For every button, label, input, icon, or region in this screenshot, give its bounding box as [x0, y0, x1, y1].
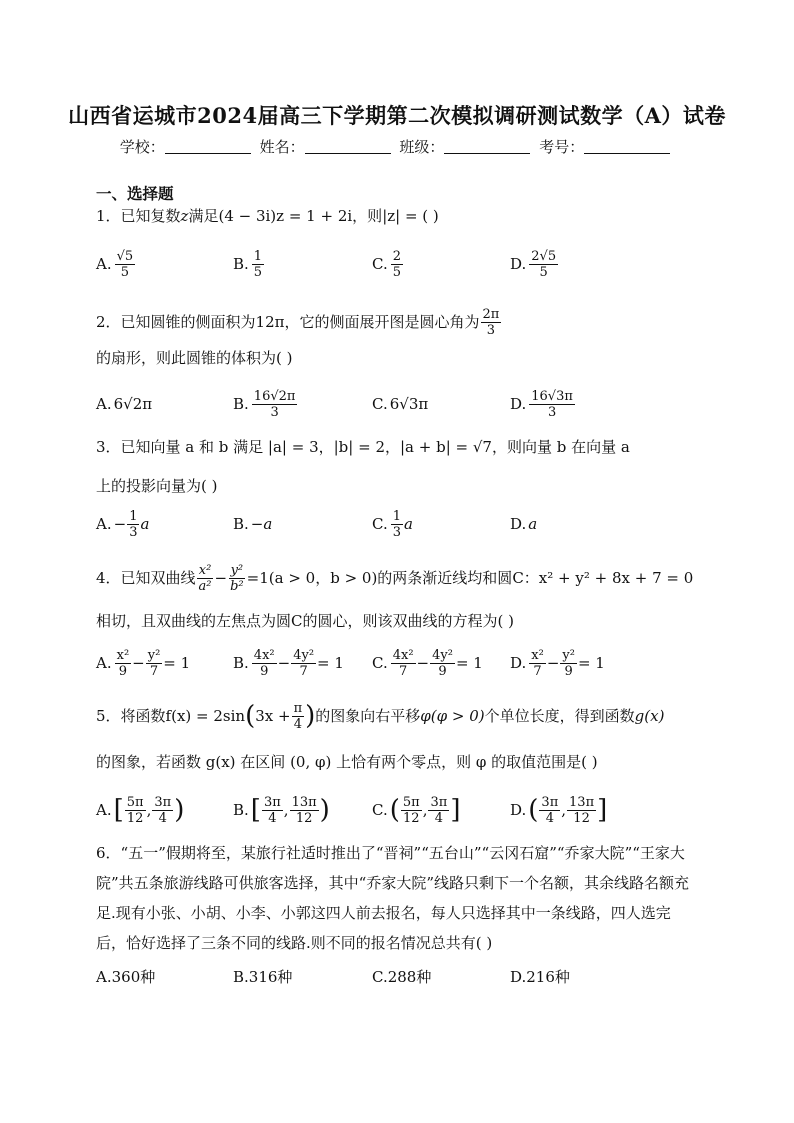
section-heading: 一、选择题 — [96, 184, 174, 203]
fraction — [252, 249, 264, 280]
option-label: D. — [510, 255, 527, 273]
q2-area: 12π — [255, 313, 285, 331]
bracket-right: ] — [450, 795, 461, 825]
q5-g: g(x) — [634, 707, 665, 725]
option-label: B. — [233, 654, 249, 672]
option-label: A. — [96, 515, 112, 533]
bracket-left: [ — [113, 795, 124, 825]
frac-den: 5 — [253, 264, 263, 280]
option-label: C. — [372, 515, 388, 533]
fraction — [391, 648, 416, 679]
option-vector: a — [404, 515, 413, 533]
q6-option-c[interactable]: C.288种 — [372, 967, 432, 986]
school-label: 学校： — [119, 138, 165, 156]
fraction — [529, 389, 575, 420]
q1-option-d[interactable] — [510, 244, 559, 284]
fraction — [152, 795, 173, 826]
question-4-options — [96, 643, 706, 683]
fraction — [291, 648, 316, 679]
frac-num: 1 — [392, 508, 401, 524]
frac-num: y² — [230, 562, 244, 578]
question-4-stem: 4．已知双曲线 $\frac{\text{x²}}{\text{a²}}$ − $\frac{\text{y²}}{\text{b²}}$ =1 (a > 0，b > 0)的两条渐近线均和圆 C：x² + y² + 8x + 7 = 0 — [96, 562, 694, 594]
fraction — [252, 389, 298, 420]
fraction — [292, 701, 305, 732]
option-label: D. — [510, 395, 527, 413]
q5-option-b[interactable]: B. [ $\frac{3\pi}{4}$ , $\frac{13\pi}{12}$ ) — [233, 794, 330, 826]
option-label: D. — [510, 654, 527, 672]
option-text: 6√2π — [113, 395, 153, 413]
frac-num: 4y² — [293, 647, 315, 663]
option-label: A. — [96, 801, 112, 819]
question-3-line2: 上的投影向量为( ) — [96, 477, 218, 495]
frac-den: 12 — [403, 810, 420, 826]
fraction — [391, 509, 403, 540]
q2-angle-fraction — [481, 307, 502, 338]
paren-open: ( — [245, 701, 256, 731]
frac-num: 1 — [129, 508, 138, 524]
fraction — [430, 648, 455, 679]
frac-num: 2π — [482, 306, 500, 322]
q1-text-c: ，则 — [352, 207, 383, 225]
frac-den: 9 — [564, 663, 573, 679]
question-2-options — [96, 384, 706, 424]
name-blank[interactable] — [305, 139, 391, 154]
frac-den: 3 — [486, 322, 496, 338]
question-1-stem — [96, 206, 706, 226]
paren-close: ) — [305, 701, 316, 731]
frac-den: 4 — [158, 810, 167, 826]
frac-den: 3 — [129, 524, 138, 540]
fraction — [146, 648, 163, 679]
question-5-options — [96, 788, 706, 832]
option-vector: a — [140, 515, 150, 533]
frac-den: 12 — [295, 810, 313, 826]
q1-text-b: 满足 — [188, 207, 219, 225]
frac-den: 7 — [533, 663, 542, 679]
frac-num: 13π — [569, 794, 595, 810]
q3-option-d[interactable] — [510, 504, 537, 544]
option-label: A. — [96, 395, 112, 413]
frac-num: 4x² — [392, 647, 414, 663]
frac-den: 5 — [120, 264, 130, 280]
q5-arg: 3x + — [255, 707, 291, 725]
frac-den: 9 — [118, 663, 128, 679]
frac-den: 4 — [434, 810, 444, 826]
question-6-options — [96, 956, 706, 996]
option-label: B. — [233, 395, 249, 413]
question-4-line2: 相切，且双曲线的左焦点为圆C的圆心，则该双曲线的方程为( ) — [96, 612, 514, 630]
frac-num: y² — [147, 647, 161, 663]
q4-option-c[interactable]: C. $\frac{\text{4x²}}{7}$ − $\frac{\text{4y²}}{9}$ = 1 — [372, 647, 483, 679]
frac-num: 16√2π — [253, 388, 296, 404]
option-text: a — [528, 515, 538, 533]
frac-den: 4 — [545, 810, 554, 826]
question-5-stem — [96, 695, 706, 737]
frac-num: 3π — [541, 794, 559, 810]
q2-text-b: ，它的侧面展开图是圆心角为 — [284, 313, 480, 331]
q2-option-c[interactable] — [372, 384, 428, 424]
frac-num: 2 — [392, 248, 401, 264]
frac-num: 5π — [402, 794, 420, 810]
bracket-left: [ — [250, 795, 261, 825]
bracket-right: ] — [597, 795, 608, 825]
q3-option-a[interactable] — [96, 504, 149, 544]
frac-den: 12 — [573, 810, 590, 826]
frac-num: x² — [531, 647, 544, 663]
frac-den: 4 — [293, 716, 302, 732]
class-label: 班级： — [399, 138, 445, 156]
option-label: A. — [96, 255, 112, 273]
question-3-options — [96, 504, 706, 544]
option-label: D. — [510, 801, 527, 819]
fraction — [401, 795, 422, 826]
school-blank[interactable] — [165, 139, 251, 154]
q6-option-d[interactable]: D.216种 — [510, 967, 570, 986]
frac-num: π — [293, 700, 303, 716]
frac-num: 5π — [126, 794, 144, 810]
option-sign: − — [113, 515, 127, 533]
fraction — [262, 795, 283, 826]
q5-option-c[interactable]: C. ( $\frac{5\pi}{12}$ , $\frac{3\pi}{4}$ ] — [372, 794, 461, 826]
q5-option-d[interactable]: D. ( $\frac{3\pi}{4}$ , $\frac{13\pi}{12}$ ] — [510, 794, 608, 826]
q4-option-b[interactable]: B. $\frac{\text{4x²}}{9}$ − $\frac{\text{4y²}}{7}$ = 1 — [233, 647, 344, 679]
q2-option-a[interactable] — [96, 384, 152, 424]
q1-equation: (4 − 3i)z = 1 + 2i — [218, 207, 353, 225]
frac-num: 3π — [154, 794, 172, 810]
q5-text-c: 个单位长度，得到函数 — [484, 707, 635, 725]
page-title: 山西省运城市2024届高三下学期第二次模拟调研测试数学（A）试卷 — [68, 103, 726, 128]
q1-option-b[interactable] — [233, 244, 265, 284]
frac-num: x² — [198, 562, 212, 578]
frac-den: 7 — [398, 663, 408, 679]
q1-option-c[interactable] — [372, 244, 404, 284]
frac-num: x² — [116, 647, 130, 663]
option-label: C. — [372, 654, 388, 672]
q1-var: z — [180, 207, 189, 225]
bracket-left: ( — [389, 795, 400, 825]
frac-den: 3 — [547, 404, 557, 420]
q4-option-d[interactable]: D. $\frac{\text{x²}}{7}$ − $\frac{\text{y²}}{9}$ = 1 — [510, 647, 605, 679]
frac-num: √5 — [116, 248, 134, 264]
frac-den: b² — [230, 578, 244, 594]
frac-den: 5 — [392, 264, 401, 280]
option-label: D. — [510, 515, 527, 533]
q5-text-a: 5．将函数 — [96, 707, 166, 725]
frac-num: 13π — [291, 794, 317, 810]
q1-option-a[interactable] — [96, 244, 136, 284]
number-blank[interactable] — [584, 139, 670, 154]
fraction — [252, 648, 277, 679]
q1-text-a: 1．已知复数 — [96, 207, 181, 225]
fraction — [228, 563, 246, 594]
frac-den: 9 — [438, 663, 447, 679]
frac-den: 7 — [299, 663, 308, 679]
option-text: −a — [250, 515, 273, 533]
option-label: C. — [372, 255, 388, 273]
fraction — [560, 648, 577, 679]
frac-den: 3 — [270, 404, 279, 420]
fraction — [115, 249, 136, 280]
frac-num: 3π — [263, 794, 281, 810]
bracket-left: ( — [528, 795, 539, 825]
frac-den: 3 — [392, 524, 401, 540]
q4-circle: C：x² + y² + 8x + 7 = 0 — [512, 569, 694, 587]
q4-option-a[interactable]: A. $\frac{\text{x²}}{9}$ − $\frac{\text{y²}}{7}$ = 1 — [96, 647, 191, 679]
student-info-line — [0, 136, 794, 157]
frac-den: 7 — [149, 663, 159, 679]
option-label: C. — [372, 395, 388, 413]
bracket-right: ) — [319, 795, 330, 825]
question-2-stem — [96, 302, 706, 342]
fraction — [567, 795, 596, 826]
question-2-line2: 的扇形，则此圆锥的体积为( ) — [96, 349, 293, 367]
number-label: 考号： — [539, 138, 585, 156]
option-label: A. — [96, 654, 112, 672]
fraction — [115, 648, 132, 679]
frac-den: 9 — [260, 663, 269, 679]
q2-text-a: 2．已知圆锥的侧面积为 — [96, 313, 256, 331]
question-1-options — [96, 244, 706, 284]
q3-option-b[interactable] — [233, 504, 272, 544]
option-label: B. — [233, 801, 249, 819]
fraction — [125, 795, 146, 826]
q4-text-a: 4．已知双曲线 — [96, 569, 196, 587]
fraction — [539, 795, 560, 826]
question-3-line1: 3．已知向量 a 和 b 满足 |a| = 3，|b| = 2，|a + b| = √7，则向量 b 在向量 a — [96, 438, 630, 456]
question-6-stem: 6．“五一”假期将至，某旅行社适时推出了“晋祠”“五台山”“云冈石窟”“乔家大院”“王家大院”共五条旅游线路可供旅客选择，其中“乔家大院”线路只剩下一个名额，其余线路名额充足.现有小张、小胡、小李、小郭这四人前去报名，每人只选择其中一条线路，四人选完后，恰好选择了三条不同的线路.则不同的报名情况总共有( ) — [96, 844, 690, 952]
frac-num: 4y² — [432, 647, 453, 663]
q5-option-a[interactable]: A. [ $\frac{5\pi}{12}$ , $\frac{3\pi}{4}$ ) — [96, 794, 185, 826]
frac-num: 3π — [430, 794, 448, 810]
option-label: B. — [233, 515, 249, 533]
fraction — [290, 795, 319, 826]
frac-den: 4 — [268, 810, 277, 826]
q2-option-d[interactable] — [510, 384, 576, 424]
q6-option-a[interactable]: A.360种 — [96, 967, 156, 986]
q2-option-b[interactable] — [233, 384, 298, 424]
fraction — [529, 249, 558, 280]
class-blank[interactable] — [444, 139, 530, 154]
option-label: C. — [372, 801, 388, 819]
q1-abs: |z| = ( ) — [382, 207, 439, 225]
q5-text-b: 的图象向右平移 — [315, 707, 421, 725]
bracket-right: ) — [174, 795, 185, 825]
frac-den: 12 — [126, 810, 144, 826]
fraction — [529, 648, 546, 679]
q4-condition: (a > 0，b > 0)的两条渐近线均和圆 — [268, 569, 513, 587]
q5-shift: φ(φ > 0) — [420, 707, 485, 725]
q3-option-c[interactable] — [372, 504, 413, 544]
frac-den: a² — [198, 578, 212, 594]
fraction — [127, 509, 139, 540]
frac-num: 2√5 — [531, 248, 557, 264]
question-5-line2: 的图象，若函数 g(x) 在区间 (0, φ) 上恰有两个零点，则 φ 的取值范围是( ) — [96, 753, 598, 771]
frac-num: 16√3π — [531, 388, 573, 404]
frac-num: 4x² — [253, 647, 275, 663]
frac-den: 5 — [539, 264, 548, 280]
option-text: 6√3π — [389, 395, 429, 413]
frac-num: y² — [562, 647, 575, 663]
fraction — [391, 249, 403, 280]
fraction — [197, 563, 214, 594]
frac-num: 1 — [253, 248, 263, 264]
name-label: 姓名： — [259, 138, 305, 156]
fraction — [428, 795, 449, 826]
option-label: B. — [233, 255, 249, 273]
q6-option-b[interactable]: B.316种 — [233, 967, 293, 986]
q5-function: f(x) = 2sin — [165, 707, 246, 725]
